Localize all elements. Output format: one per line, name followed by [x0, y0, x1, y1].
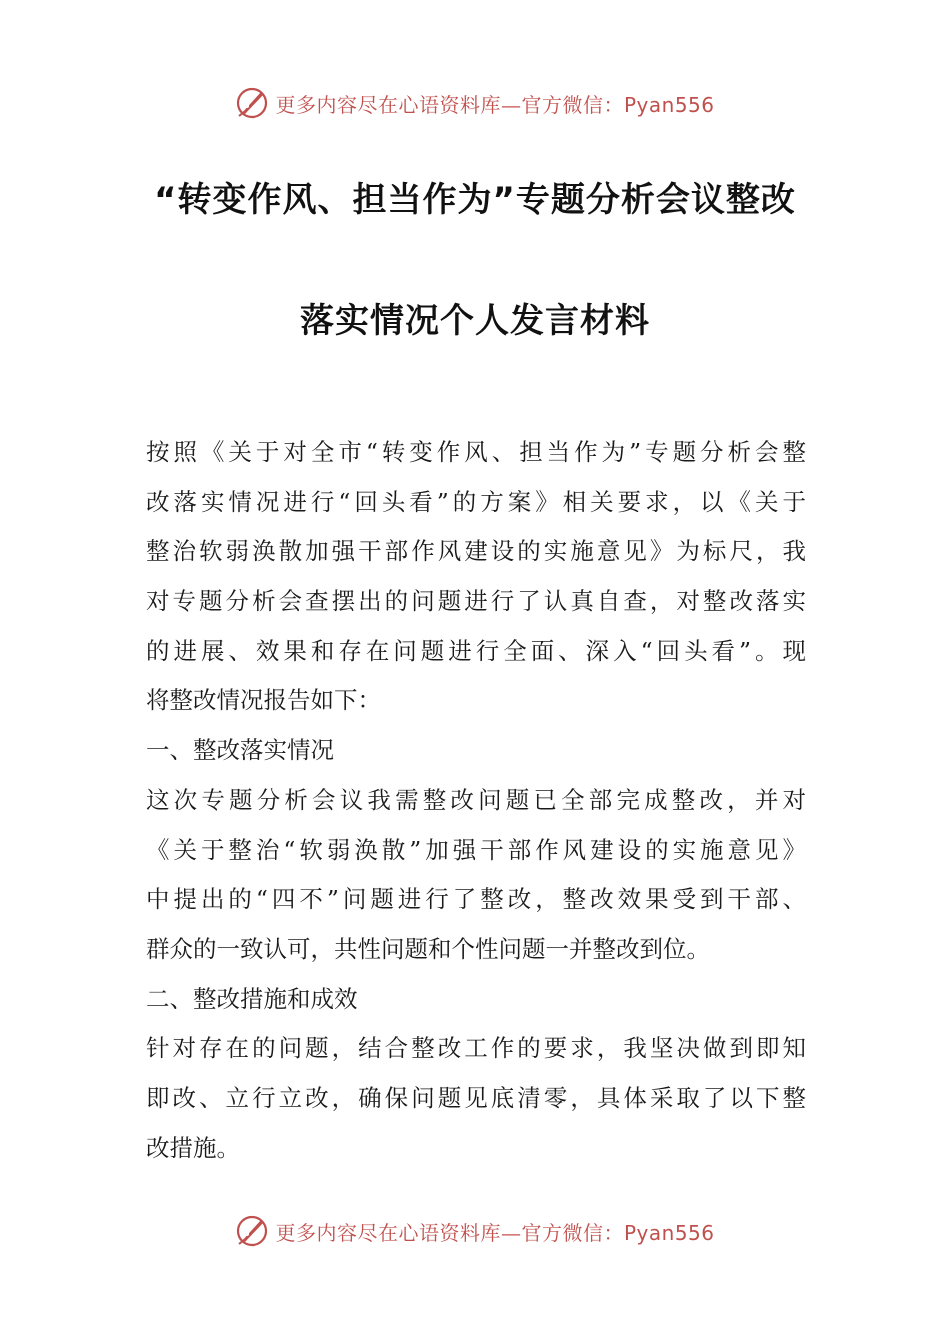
body-line: 中提出的“四不”问题进行了整改，整改效果受到干部、 — [146, 885, 806, 914]
body-line: 这次专题分析会议我需整改问题已全部完成整改，并对 — [146, 785, 806, 814]
banner-contact-text: 官方微信： — [521, 1220, 624, 1245]
document-title-line-1: “转变作风、担当作为”专题分析会议整改 — [154, 180, 796, 220]
banner-contact-text: 官方微信： — [521, 92, 624, 117]
banner-text — [275, 1217, 714, 1246]
body-line: 针对存在的问题，结合整改工作的要求，我坚决做到即知 — [146, 1034, 806, 1063]
quill-logo-icon — [235, 86, 269, 120]
quill-logo-icon — [235, 1214, 269, 1248]
banner-wechat-id: Pyan556 — [623, 92, 715, 117]
section-heading: 二、整改措施和成效 — [146, 984, 358, 1013]
banner-wechat-id: Pyan556 — [623, 1220, 715, 1245]
banner-separator: — — [500, 1220, 522, 1245]
document-body — [146, 428, 806, 1173]
document-title-line-2: 落实情况个人发言材料 — [300, 301, 650, 341]
header-banner — [0, 83, 950, 123]
body-line: 即改、立行立改，确保问题见底清零，具体采取了以下整 — [146, 1083, 806, 1112]
body-line: 《关于整治“软弱涣散”加强干部作风建设的实施意见》 — [146, 835, 806, 864]
body-line: 的进展、效果和存在问题进行全面、深入“回头看”。现 — [146, 636, 806, 665]
footer-banner — [0, 1211, 950, 1251]
body-line: 改措施。 — [146, 1133, 240, 1162]
section-heading: 一、整改落实情况 — [146, 736, 334, 765]
body-line: 改落实情况进行“回头看”的方案》相关要求，以《关于 — [146, 487, 806, 516]
body-line: 将整改情况报告如下： — [146, 686, 381, 715]
body-line: 群众的一致认可，共性问题和个性问题一并整改到位。 — [146, 934, 710, 963]
banner-site-text: 更多内容尽在心语资料库 — [275, 92, 501, 117]
banner-site-text: 更多内容尽在心语资料库 — [275, 1220, 501, 1245]
body-line: 按照《关于对全市“转变作风、担当作为”专题分析会整 — [146, 438, 806, 466]
banner-separator: — — [500, 92, 522, 117]
body-line: 对专题分析会查摆出的问题进行了认真自查，对整改落实 — [146, 587, 806, 616]
body-line: 整治软弱涣散加强干部作风建设的实施意见》为标尺，我 — [146, 537, 806, 566]
banner-text — [275, 89, 714, 118]
